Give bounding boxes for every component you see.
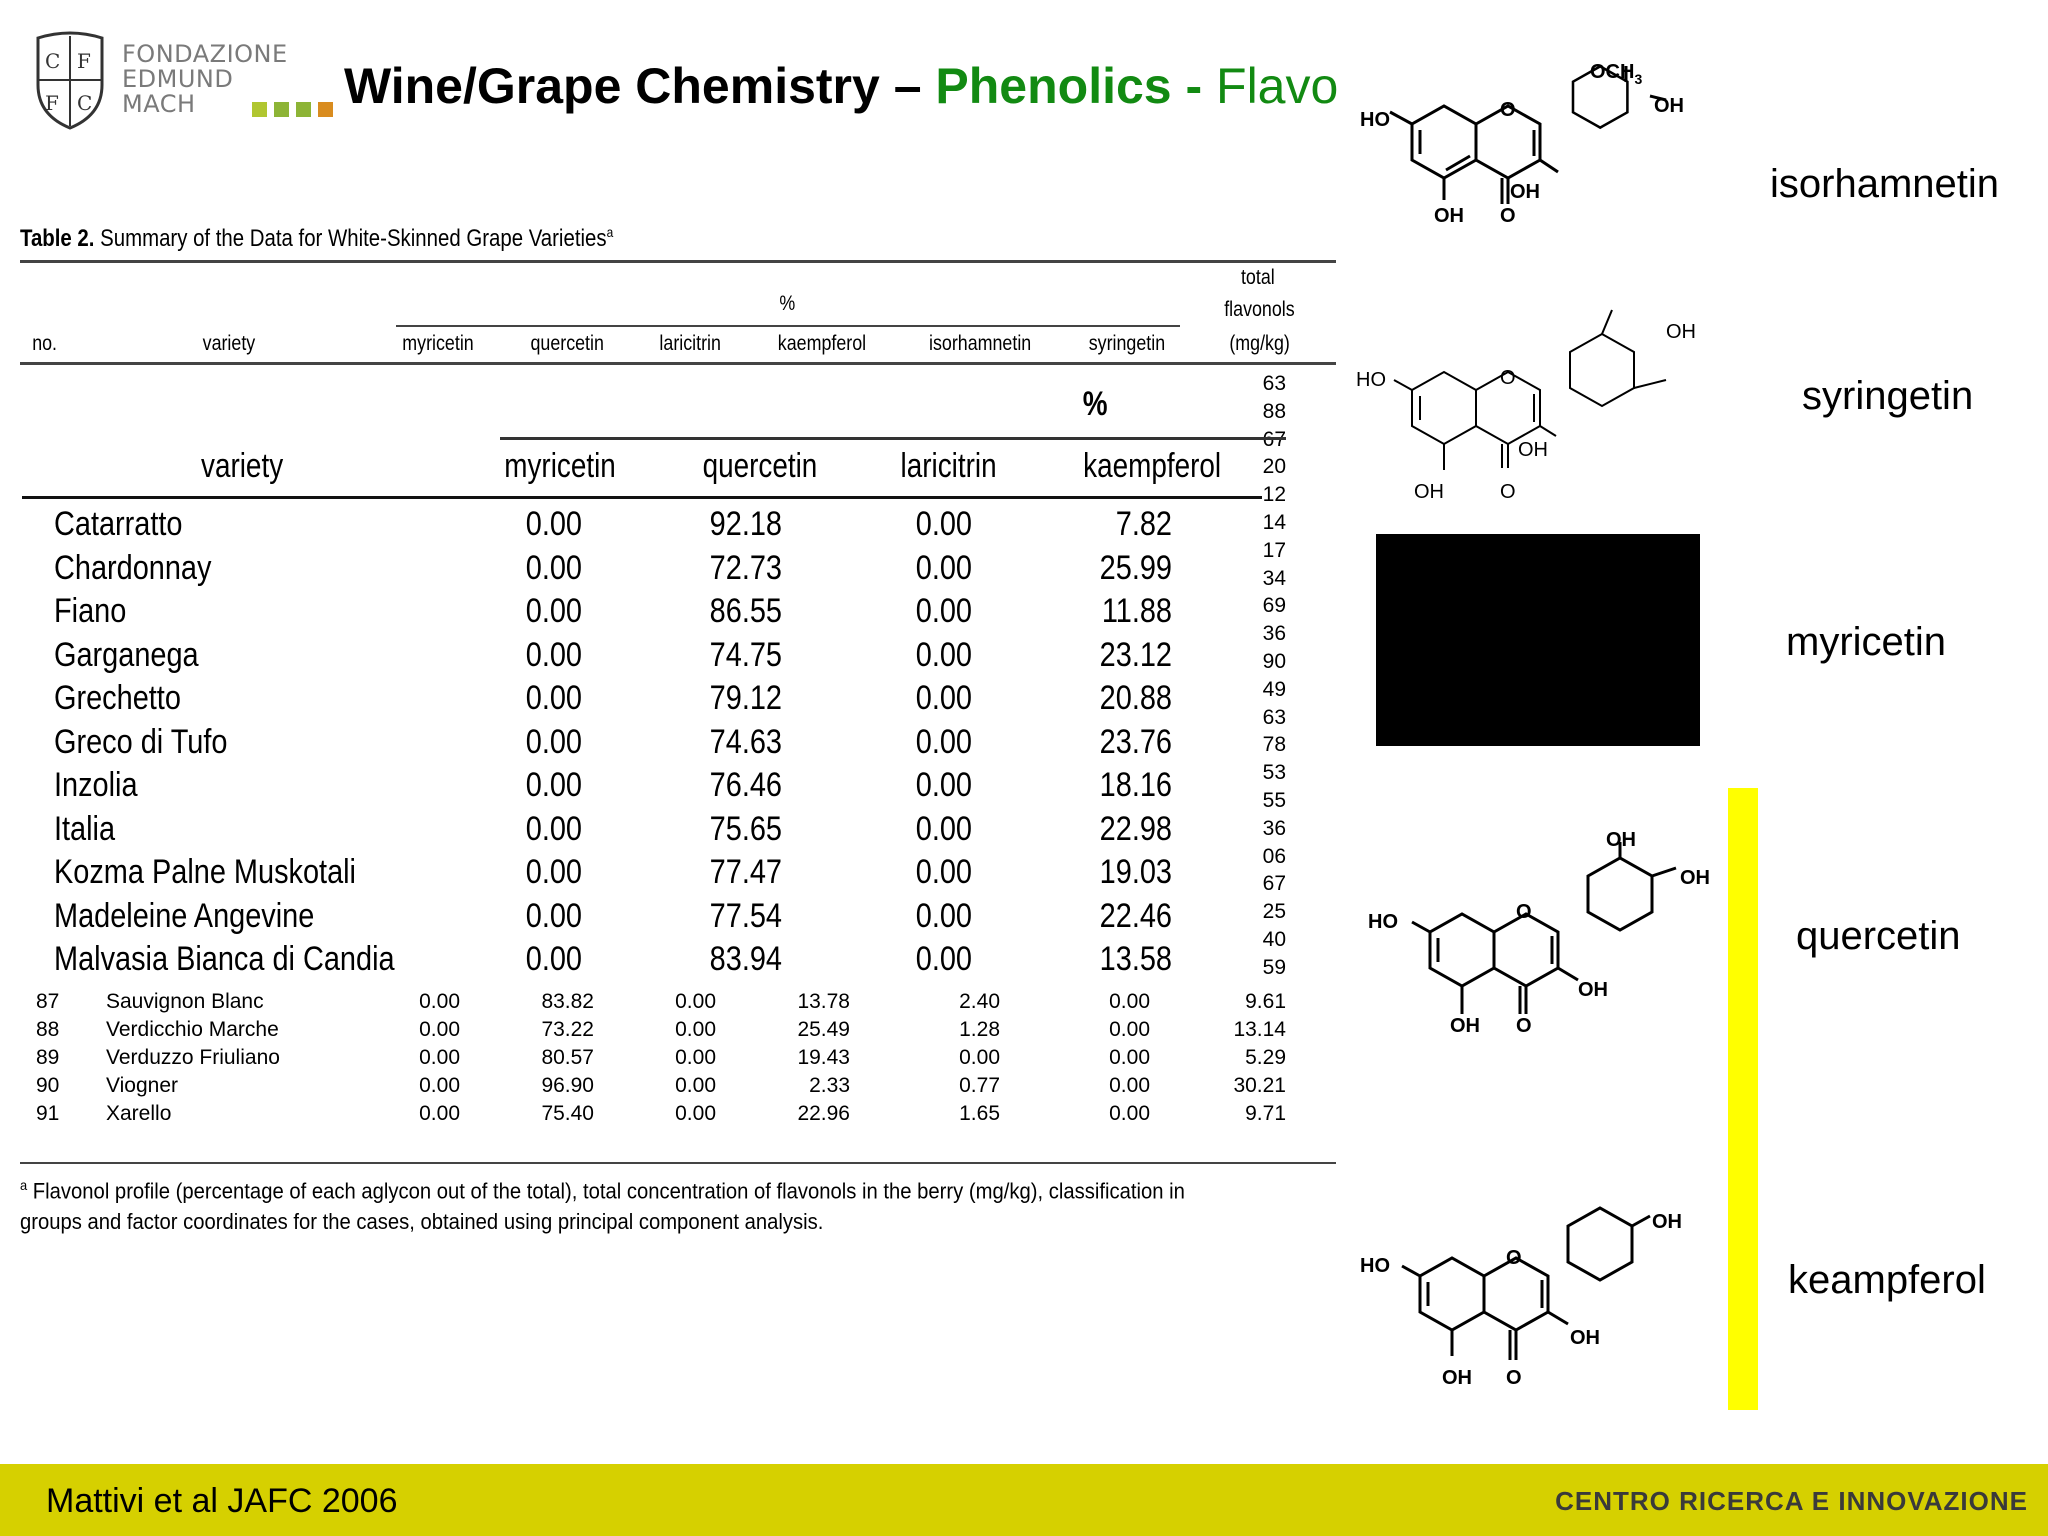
myricetin-structure-image <box>1376 534 1700 746</box>
citation: Mattivi et al JAFC 2006 <box>46 1482 398 1520</box>
small-cell-lar: 0.00 <box>675 1074 716 1097</box>
small-cell-no: 90 <box>36 1074 60 1097</box>
ring-o-label: O <box>1506 1247 1522 1269</box>
oh-label: OH <box>1666 321 1696 343</box>
header-bottom-rule <box>20 362 1336 365</box>
cell-lar: 0.00 <box>915 505 972 543</box>
oh-label: OH <box>1654 95 1684 117</box>
cell-lar: 0.00 <box>915 766 972 804</box>
cell-myr: 0.00 <box>525 548 582 587</box>
myricetin-label: myricetin <box>1786 620 1947 664</box>
cell-myr: 0.00 <box>525 679 582 717</box>
o-label: O <box>1500 481 1516 503</box>
table-row <box>22 766 1262 809</box>
svg-text:F: F <box>45 91 59 115</box>
small-cell-tot: 9.61 <box>1245 990 1286 1013</box>
small-cell-no: 88 <box>36 1018 60 1041</box>
oh-label: OH <box>1680 867 1710 889</box>
small-cell-syr: 0.00 <box>1109 1018 1150 1041</box>
table-row <box>22 679 1262 722</box>
table-row <box>22 549 1262 592</box>
small-cell-variety: Verdicchio Marche <box>106 1018 279 1041</box>
table-caption <box>20 224 613 253</box>
small-cell-syr: 0.00 <box>1109 1102 1150 1125</box>
cell-myr: 0.00 <box>525 766 582 804</box>
small-cell-lar: 0.00 <box>675 1102 716 1125</box>
col-total-2: flavonols <box>1224 298 1295 321</box>
logo-square <box>274 102 289 117</box>
small-cell-iso: 1.28 <box>959 1018 1000 1041</box>
table-top-rule <box>20 260 1336 263</box>
small-cell-myr: 0.00 <box>419 1102 460 1125</box>
variety-name: Kozma Palne Muskotali <box>54 853 356 891</box>
total-value-partial: 25 <box>1262 900 1286 924</box>
small-cell-lar: 0.00 <box>675 1018 716 1041</box>
oh-label: OH <box>1510 181 1540 203</box>
kaempferol-structure <box>1350 1196 1710 1416</box>
slide-title <box>344 54 1358 118</box>
table-row <box>22 810 1262 853</box>
total-value-partial: 12 <box>1262 483 1286 507</box>
cell-kae: 19.03 <box>1099 853 1172 891</box>
total-value-partial: 14 <box>1262 511 1286 534</box>
cell-que: 77.47 <box>709 853 782 891</box>
footnote-text: Flavonol profile (percentage of each aglycon out of the total), total concentration of flavonols in the berry (mg/kg), classification in groups and factor coordinates for the cases, obtained using principal component analysis. <box>20 1178 1185 1235</box>
cell-kae: 25.99 <box>1099 548 1172 587</box>
small-cell-syr: 0.00 <box>1109 1074 1150 1097</box>
col-quercetin: quercetin <box>530 332 604 355</box>
small-cell-variety: Xarello <box>106 1102 172 1125</box>
small-cell-myr: 0.00 <box>419 1074 460 1097</box>
total-value-partial: 36 <box>1262 816 1286 840</box>
caption-footnote-mark: a <box>606 224 614 240</box>
table-row <box>22 505 1262 548</box>
cell-kae: 22.98 <box>1099 809 1172 848</box>
col-no: no. <box>32 332 58 355</box>
total-value-partial: 67 <box>1262 872 1286 896</box>
oh-label: OH <box>1606 829 1636 851</box>
col-kaempferol: kaempferol <box>777 332 867 355</box>
svg-text:C: C <box>77 91 93 115</box>
quercetin-structure <box>1360 820 1720 1080</box>
small-cell-no: 87 <box>36 990 60 1013</box>
ho-label: HO <box>1360 109 1390 131</box>
table-row <box>22 940 1262 983</box>
cell-kae: 22.46 <box>1099 896 1172 935</box>
small-cell-variety: Viogner <box>106 1074 179 1097</box>
small-cell-iso: 0.77 <box>959 1074 1000 1097</box>
cell-lar: 0.00 <box>915 896 972 935</box>
cell-que: 76.46 <box>709 766 782 804</box>
zoomed-table <box>22 375 1262 985</box>
small-cell-que: 83.82 <box>541 990 594 1013</box>
cell-myr: 0.00 <box>525 505 582 543</box>
total-value-partial: 90 <box>1262 650 1286 673</box>
total-value-partial: 55 <box>1262 789 1286 812</box>
small-cell-tot: 9.71 <box>1245 1102 1286 1125</box>
col-syringetin: syringetin <box>1088 332 1166 355</box>
ho-label: HO <box>1360 1255 1390 1277</box>
oh-label: OH <box>1578 979 1608 1001</box>
small-cell-iso: 1.65 <box>959 1102 1000 1125</box>
cell-kae: 18.16 <box>1099 766 1172 804</box>
small-cell-que: 73.22 <box>541 1018 594 1041</box>
small-cell-variety: Sauvignon Blanc <box>106 990 264 1013</box>
logo-line-3: MACH <box>122 90 196 118</box>
title-part-3: Flavo <box>1216 58 1339 114</box>
total-value-partial: 40 <box>1262 928 1286 951</box>
cell-lar: 0.00 <box>915 548 972 587</box>
total-value-partial: 17 <box>1262 538 1286 562</box>
zoom-col-variety: variety <box>201 447 284 485</box>
table-row <box>22 897 1262 940</box>
small-cell-tot: 30.21 <box>1233 1074 1286 1097</box>
cell-lar: 0.00 <box>915 940 972 978</box>
cell-lar: 0.00 <box>915 679 972 717</box>
col-total-1: total <box>1240 266 1275 289</box>
cell-kae: 13.58 <box>1099 940 1172 978</box>
cell-lar: 0.00 <box>915 722 972 761</box>
zoom-col-laricitrin: laricitrin <box>900 447 997 485</box>
small-cell-que: 75.40 <box>541 1102 594 1125</box>
cell-lar: 0.00 <box>915 853 972 891</box>
footer-bar <box>0 1464 2048 1536</box>
total-value-partial: 63 <box>1262 705 1286 729</box>
variety-name: Madeleine Angevine <box>54 896 315 935</box>
variety-name: Italia <box>54 809 116 848</box>
col-total-3: (mg/kg) <box>1229 332 1290 355</box>
table-row <box>22 853 1262 896</box>
total-value-partial: 69 <box>1262 594 1286 618</box>
small-cell-tot: 5.29 <box>1245 1046 1286 1069</box>
zoom-col-myricetin: myricetin <box>504 447 616 485</box>
cell-kae: 20.88 <box>1099 679 1172 717</box>
table-bottom-rule <box>20 1162 1336 1164</box>
logo-square <box>296 102 311 117</box>
cell-que: 77.54 <box>709 896 782 935</box>
cell-myr: 0.00 <box>525 635 582 674</box>
cell-myr: 0.00 <box>525 722 582 761</box>
variety-name: Inzolia <box>54 766 138 804</box>
col-laricitrin: laricitrin <box>659 332 721 355</box>
small-cell-kae: 2.33 <box>809 1074 850 1097</box>
table-caption-text: Summary of the Data for White-Skinned Grape Varieties <box>100 225 607 252</box>
table-footnote <box>20 1170 1234 1237</box>
table-number: Table 2. <box>20 225 95 252</box>
cell-que: 92.18 <box>709 505 782 543</box>
svg-text:C: C <box>45 49 61 73</box>
small-cell-kae: 19.43 <box>797 1046 850 1069</box>
variety-name: Grechetto <box>54 679 181 717</box>
cell-myr: 0.00 <box>525 940 582 978</box>
o-label: O <box>1516 1015 1532 1037</box>
total-value-partial: 06 <box>1262 844 1286 868</box>
title-part-2: Phenolics - <box>935 58 1217 114</box>
variety-name: Catarratto <box>54 505 183 543</box>
total-value-partial: 78 <box>1262 733 1286 757</box>
small-cell-que: 96.90 <box>541 1074 594 1097</box>
ho-label: HO <box>1356 369 1386 391</box>
small-cell-iso: 0.00 <box>959 1046 1000 1069</box>
percent-label: % <box>779 292 796 315</box>
variety-name: Garganega <box>54 635 199 674</box>
isorhamnetin-label: isorhamnetin <box>1770 162 2000 206</box>
col-isorhamnetin: isorhamnetin <box>929 332 1032 355</box>
table-row <box>22 723 1262 766</box>
logo-square <box>318 102 333 117</box>
small-cell-kae: 25.49 <box>797 1018 850 1041</box>
small-cell-kae: 13.78 <box>797 990 850 1013</box>
small-cell-lar: 0.00 <box>675 1046 716 1069</box>
small-cell-lar: 0.00 <box>675 990 716 1013</box>
cell-myr: 0.00 <box>525 853 582 891</box>
variety-name: Malvasia Bianca di Candia <box>54 940 395 978</box>
oh-label: OH <box>1570 1327 1600 1349</box>
col-variety: variety <box>202 332 256 355</box>
zoom-col-kaempferol: kaempferol <box>1083 447 1222 485</box>
small-cell-myr: 0.00 <box>419 1046 460 1069</box>
col-myricetin: myricetin <box>402 332 474 355</box>
ring-o-label: O <box>1500 367 1516 389</box>
oh-label: OH <box>1434 205 1464 227</box>
small-cell-syr: 0.00 <box>1109 1046 1150 1069</box>
small-cell-syr: 0.00 <box>1109 990 1150 1013</box>
small-cell-tot: 13.14 <box>1233 1018 1286 1041</box>
small-cell-no: 89 <box>36 1046 60 1069</box>
isorhamnetin-structure <box>1350 52 1710 292</box>
small-cell-myr: 0.00 <box>419 990 460 1013</box>
header-rule <box>396 325 1180 327</box>
cell-que: 79.12 <box>709 679 782 717</box>
small-cell-iso: 2.40 <box>959 990 1000 1013</box>
svg-text:F: F <box>77 49 91 73</box>
variety-name: Fiano <box>54 592 127 630</box>
small-cell-que: 80.57 <box>541 1046 594 1069</box>
cell-que: 75.65 <box>709 809 782 848</box>
cell-myr: 0.00 <box>525 896 582 935</box>
shield-icon <box>30 30 110 130</box>
zoom-col-quercetin: quercetin <box>702 447 818 485</box>
o-label: O <box>1500 205 1516 227</box>
ring-o-label: O <box>1516 901 1532 923</box>
total-value-partial: 34 <box>1262 566 1286 590</box>
kaempferol-label: keampferol <box>1788 1258 1986 1302</box>
oh-label: OH <box>1518 439 1548 461</box>
logo-square <box>252 102 267 117</box>
zoom-header-bottom-rule <box>22 496 1262 499</box>
logo-line-2: EDMUND <box>122 65 234 93</box>
och3-label: $OCH_3$ <box>1590 61 1643 87</box>
cell-myr: 0.00 <box>525 809 582 848</box>
cell-que: 86.55 <box>709 592 782 630</box>
oh-label: OH <box>1414 481 1444 503</box>
zoom-percent-label: % <box>1082 385 1108 423</box>
fem-logo <box>30 30 330 140</box>
oh-label: OH <box>1652 1211 1682 1233</box>
total-value-partial: 49 <box>1262 677 1286 701</box>
variety-name: Chardonnay <box>54 548 212 587</box>
small-cell-no: 91 <box>36 1102 60 1125</box>
cell-que: 74.75 <box>709 635 782 674</box>
footer-org: CENTRO RICERCA E INNOVAZIONE <box>1555 1486 2028 1516</box>
cell-lar: 0.00 <box>915 809 972 848</box>
table-row <box>22 636 1262 679</box>
oh-label: OH <box>1442 1367 1472 1389</box>
cell-kae: 11.88 <box>1101 592 1172 630</box>
o-label: O <box>1506 1367 1522 1389</box>
total-value-partial: 36 <box>1262 622 1286 646</box>
oh-label: OH <box>1450 1015 1480 1037</box>
small-cell-kae: 22.96 <box>797 1102 850 1125</box>
cell-que: 74.63 <box>709 722 782 761</box>
cell-que: 72.73 <box>709 548 782 587</box>
total-value-partial: 88 <box>1262 399 1286 423</box>
cell-myr: 0.00 <box>525 592 582 630</box>
small-cell-myr: 0.00 <box>419 1018 460 1041</box>
syringetin-structure <box>1350 280 1710 520</box>
syringetin-label: syringetin <box>1802 374 1974 418</box>
logo-line-1: FONDAZIONE <box>122 40 288 68</box>
ho-label: HO <box>1368 911 1398 933</box>
total-value-partial: 59 <box>1262 955 1286 979</box>
title-part-1: Wine/Grape Chemistry – <box>344 58 936 114</box>
variety-name: Greco di Tufo <box>54 722 228 761</box>
cell-kae: 23.12 <box>1099 635 1172 674</box>
small-cell-variety: Verduzzo Friuliano <box>106 1046 280 1069</box>
zoom-header-rule <box>500 437 1286 440</box>
quercetin-label: quercetin <box>1796 914 1961 958</box>
cell-lar: 0.00 <box>915 592 972 630</box>
total-value-partial: 20 <box>1262 455 1286 479</box>
ring-o-label: O <box>1500 99 1516 121</box>
highlight-bar <box>1728 788 1758 1410</box>
cell-kae: 7.82 <box>1115 505 1172 543</box>
cell-kae: 23.76 <box>1099 722 1172 761</box>
cell-que: 83.94 <box>709 940 782 978</box>
cell-lar: 0.00 <box>915 635 972 674</box>
total-value-partial: 63 <box>1262 372 1286 395</box>
table-row <box>22 592 1262 635</box>
total-value-partial: 53 <box>1262 761 1286 785</box>
footnote-mark: a <box>20 1177 28 1193</box>
